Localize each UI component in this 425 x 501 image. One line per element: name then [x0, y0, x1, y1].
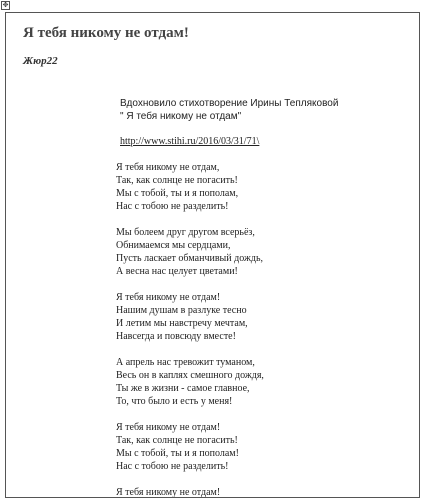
- verse-line: И летим мы навстречу мечтам,: [116, 318, 248, 329]
- verse-line: Мы с тобой, ты и я пополам!: [116, 448, 239, 459]
- verse-line: А весна нас целует цветами!: [116, 266, 238, 277]
- intro-text: [120, 97, 338, 123]
- verse-line: Нашим душам в разлуке тесно: [116, 305, 247, 316]
- verse-line: То, что было и есть у меня!: [116, 396, 233, 407]
- author-name: Жюр22: [23, 55, 58, 67]
- verse-line: Весь он в каплях смешного дождя,: [116, 370, 264, 381]
- verse-line: Так, как солнце не погасить!: [116, 435, 238, 446]
- verse-line: Пусть ласкает обманчивый дождь,: [116, 253, 264, 264]
- verse-line: Мы с тобой, ты и я пополам,: [116, 188, 239, 199]
- verse-line: А апрель нас тревожит туманом,: [116, 357, 255, 368]
- stanza: [116, 421, 264, 473]
- verse-line: Мы болеем друг другом всерьёз,: [116, 227, 255, 238]
- stanza: [116, 226, 264, 278]
- verse-line: Я тебя никому не отдам!: [116, 292, 221, 303]
- poem: [116, 161, 264, 498]
- verse-line: Ты же в жизни - самое главное,: [116, 383, 250, 394]
- document-frame: [5, 12, 420, 498]
- stanza: [116, 291, 264, 343]
- page-title: Я тебя никому не отдам!: [23, 25, 189, 41]
- move-handle-icon[interactable]: ✥: [2, 1, 9, 9]
- verse-line: Обнимаемся мы сердцами,: [116, 240, 231, 251]
- verse-line: Я тебя никому не отдам!: [116, 487, 221, 498]
- verse-line: Я тебя никому не отдам,: [116, 162, 220, 173]
- stanza: [116, 161, 264, 213]
- verse-line: Навсегда и повсюду вместе!: [116, 331, 236, 342]
- verse-line: Так, как солнце не погасить!: [116, 175, 238, 186]
- intro-line-2: " Я тебя никому не отдам": [120, 111, 242, 122]
- stanza: [116, 486, 264, 498]
- source-link[interactable]: http://www.stihi.ru/2016/03/31/71\: [120, 136, 260, 147]
- verse-line: Я тебя никому не отдам!: [116, 422, 221, 433]
- intro-line-1: Вдохновило стихотворение Ирины Тепляковой: [120, 98, 339, 109]
- stanza: [116, 356, 264, 408]
- verse-line: Нас с тобою не разделить!: [116, 201, 229, 212]
- verse-line: Нас с тобою не разделить!: [116, 461, 229, 472]
